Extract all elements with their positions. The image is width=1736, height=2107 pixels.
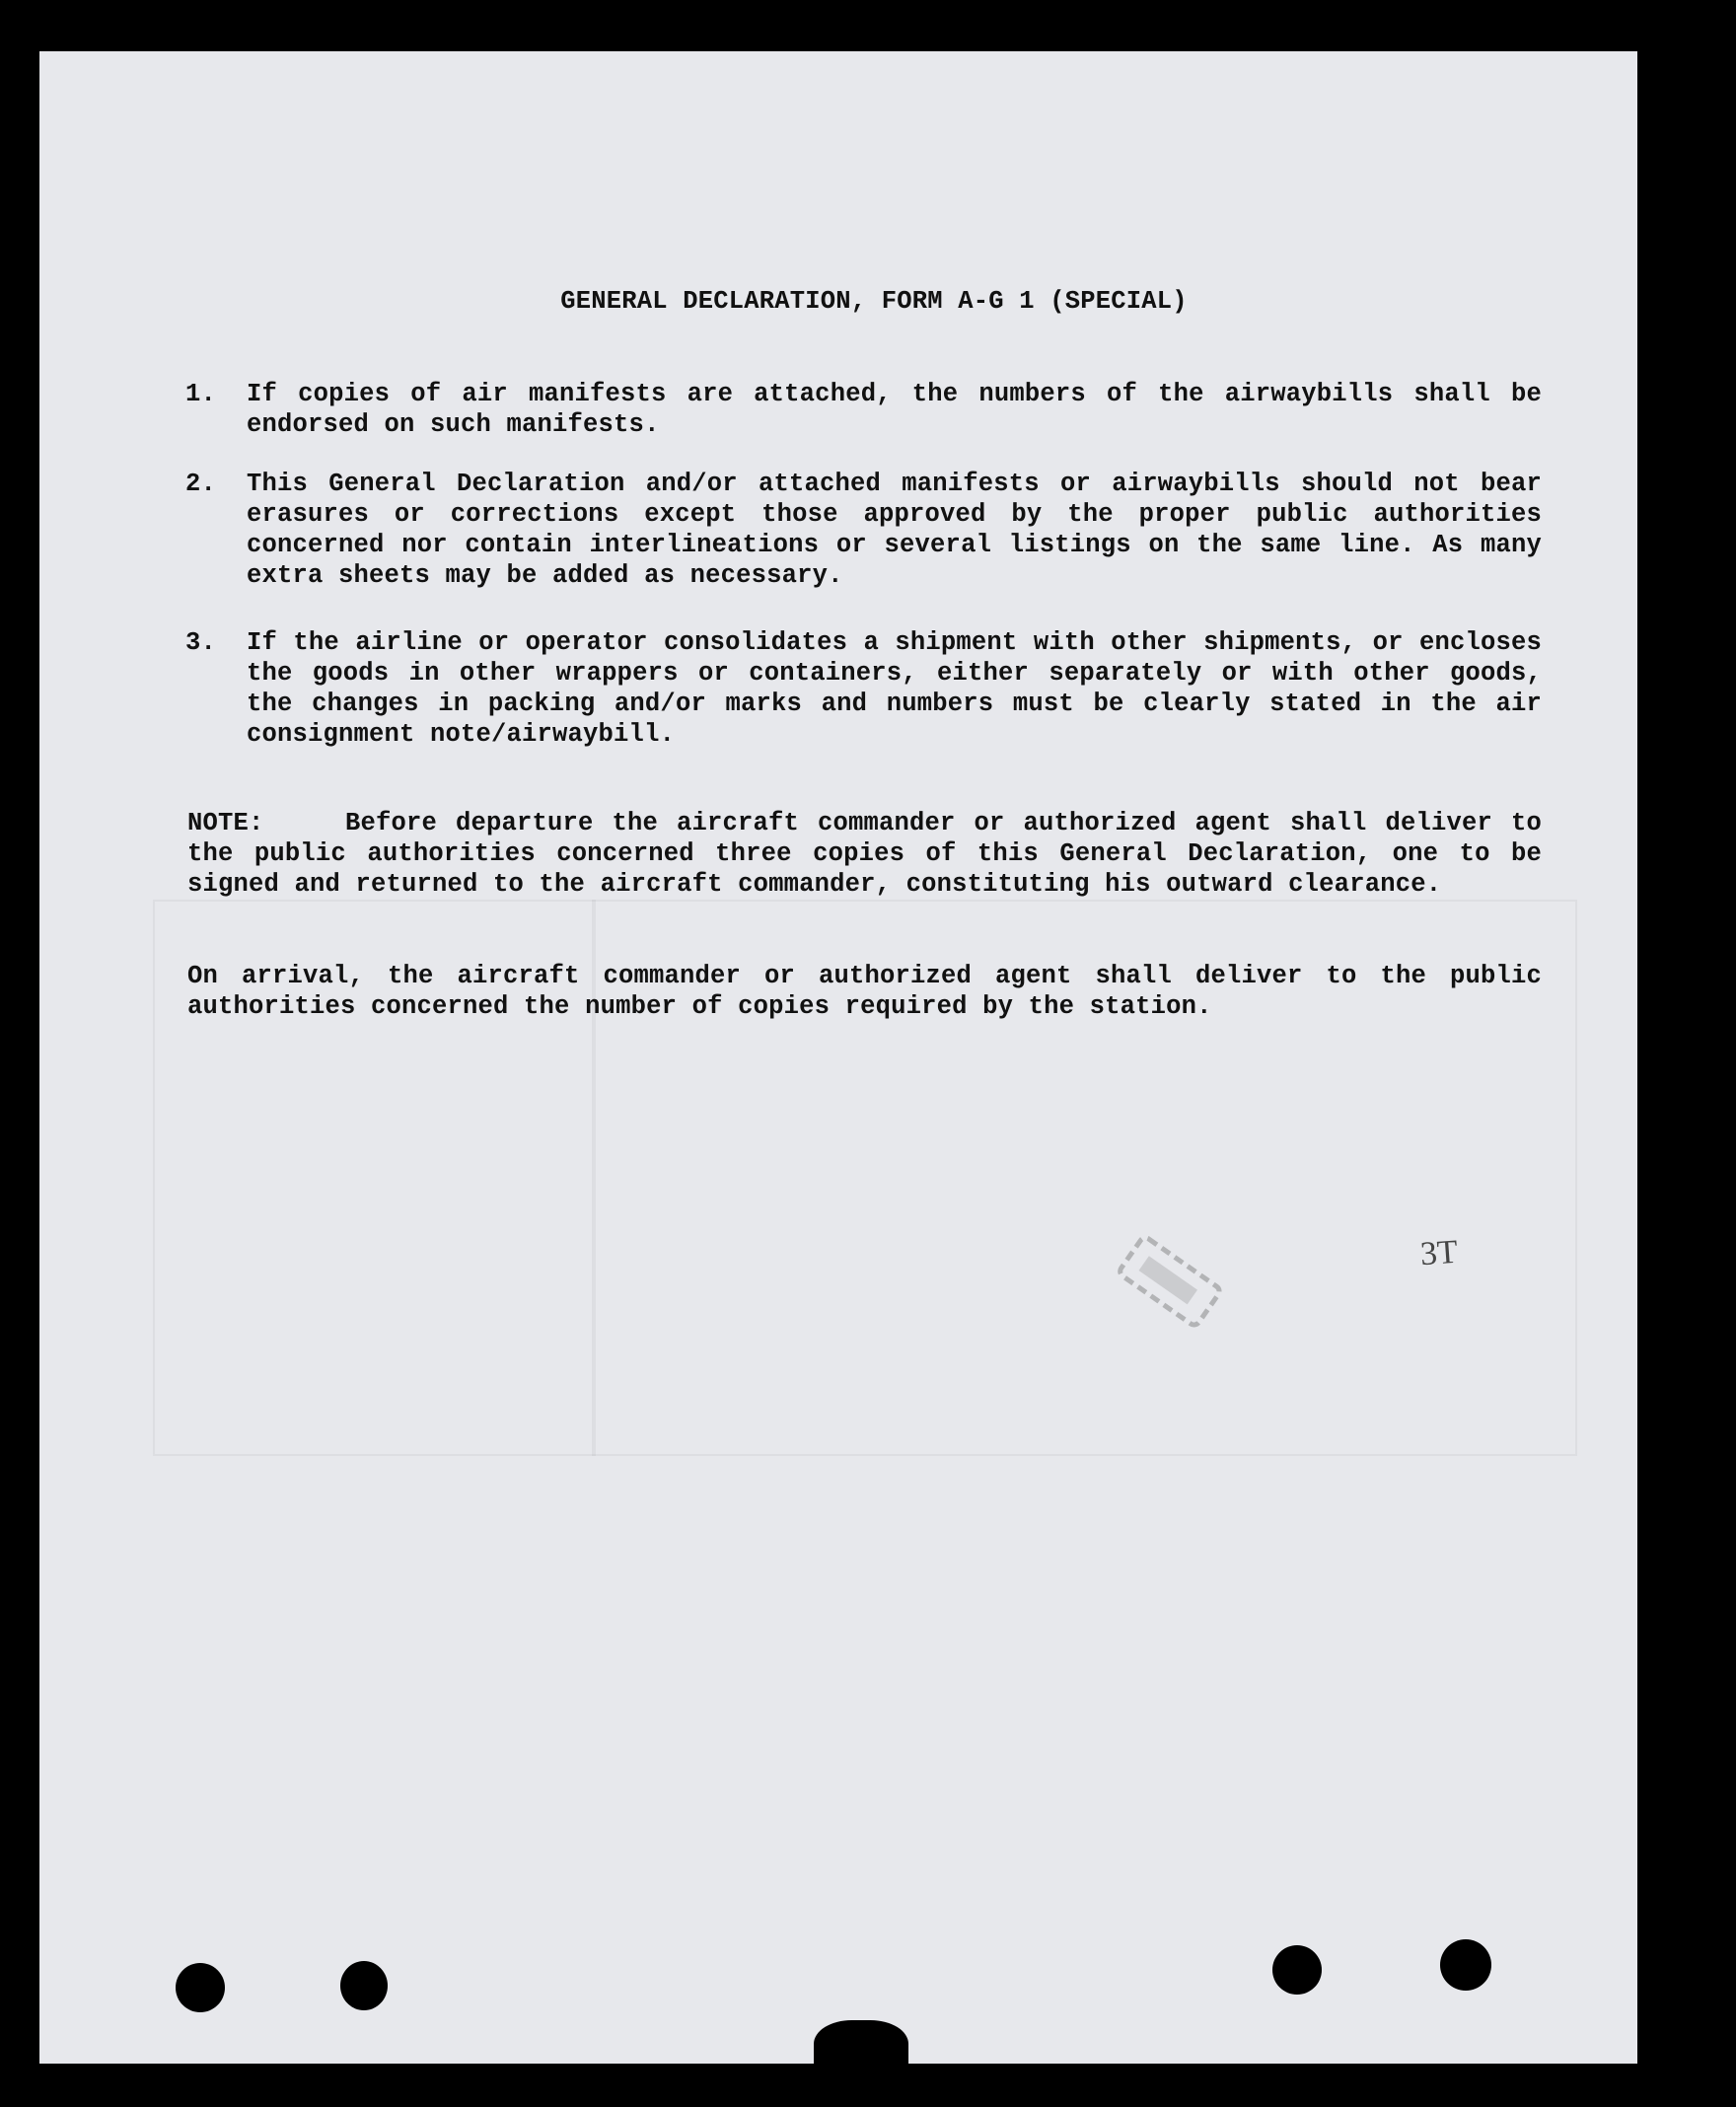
punch-hole-2 (340, 1961, 388, 2010)
item-text: If the airline or operator consolidates a shipment with other shipments, or encloses the goods in other wrappers or containers, either separately or with other goods, the changes in packing and/or marks and numbers must be clearly stated in the air consignment note/airwaybill. (247, 628, 1542, 749)
punch-notch (814, 2020, 908, 2064)
item-number: 1. (185, 380, 217, 408)
note-paragraph (187, 808, 1542, 900)
instruction-item-3 (185, 627, 1542, 750)
document-page (39, 51, 1637, 2064)
arrival-paragraph: On arrival, the aircraft commander or authorized agent shall deliver to the public authorities concerned the number of copies required by the station. (187, 962, 1542, 1021)
punch-hole-3 (1272, 1945, 1322, 1995)
item-number: 2. (185, 470, 217, 498)
punch-hole-4 (1440, 1939, 1491, 1991)
item-text: This General Declaration and/or attached manifests or airwaybills should not bear erasures or corrections except those approved by the proper public authorities concerned nor contain interlineations or several listings on the same line. As many extra sheets may be added as necessary. (247, 470, 1542, 590)
punch-hole-1 (176, 1963, 225, 2012)
instruction-item-1 (185, 379, 1542, 440)
item-number: 3. (185, 628, 217, 657)
note-label: NOTE: (187, 809, 264, 837)
page-title: GENERAL DECLARATION, FORM A-G 1 (SPECIAL) (560, 287, 1188, 316)
instruction-item-2 (185, 469, 1542, 591)
item-text: If copies of air manifests are attached, the numbers of the airwaybills shall be endorsed on such manifests. (247, 380, 1542, 439)
page-mark: 3T (1418, 1233, 1459, 1273)
note-text: Before departure the aircraft commander or authorized agent shall deliver to the public authorities concerned three copies of this General Declaration, one to be signed and returned to the aircraft commander, constituting his outward clearance. (187, 809, 1542, 899)
